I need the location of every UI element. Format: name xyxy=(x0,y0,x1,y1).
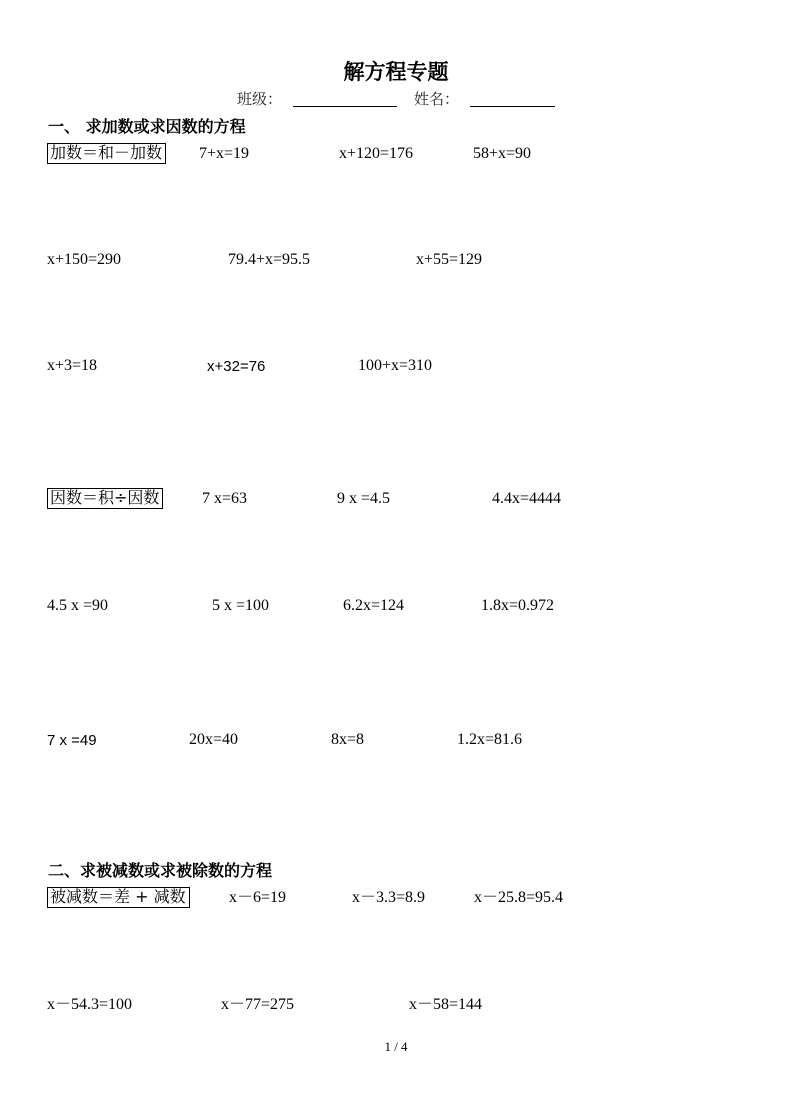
equation: x－6=19 xyxy=(229,889,287,906)
section-1-heading: 一、 求加数或求因数的方程 xyxy=(48,117,246,136)
equation: x+150=290 xyxy=(47,251,122,268)
equation: 6.2x=124 xyxy=(343,597,405,614)
equation: 7 x =49 xyxy=(47,732,97,749)
equation: 7+x=19 xyxy=(199,145,250,162)
equation: 79.4+x=95.5 xyxy=(228,251,311,268)
equation: 5 x =100 xyxy=(212,597,270,614)
equation: 20x=40 xyxy=(189,731,239,748)
class-blank[interactable] xyxy=(293,106,397,107)
equation: 7 x=63 xyxy=(202,490,248,507)
equation: 8x=8 xyxy=(331,731,365,748)
name-blank[interactable] xyxy=(470,106,555,107)
rule-factor-box: 因数＝积÷因数 xyxy=(47,488,163,509)
equation: x+3=18 xyxy=(47,357,98,374)
equation: x+55=129 xyxy=(416,251,483,268)
equation: x－77=275 xyxy=(221,996,295,1013)
equation: x－3.3=8.9 xyxy=(352,889,426,906)
equation: 4.4x=4444 xyxy=(492,490,562,507)
equation: x－25.8=95.4 xyxy=(474,889,564,906)
equation: 9 x =4.5 xyxy=(337,490,391,507)
section-2-heading: 二、求被减数或求被除数的方程 xyxy=(48,861,273,880)
equation: x－54.3=100 xyxy=(47,996,133,1013)
rule-minuend-box: 被减数＝差 + 减数 xyxy=(47,887,190,908)
equation: 1.8x=0.972 xyxy=(481,597,555,614)
equation: 58+x=90 xyxy=(473,145,532,162)
class-label: 班级： xyxy=(237,90,283,108)
equation: 100+x=310 xyxy=(358,357,433,374)
rule-addend-box: 加数＝和－加数 xyxy=(47,143,166,164)
equation: x－58=144 xyxy=(409,996,483,1013)
page-title: 解方程专题 xyxy=(343,60,449,84)
name-label: 姓名： xyxy=(414,90,460,108)
equation: x+120=176 xyxy=(339,145,414,162)
equation: x+32=76 xyxy=(207,358,266,375)
page-number: 1 / 4 xyxy=(384,1039,408,1054)
equation: 4.5 x =90 xyxy=(47,597,109,614)
equation: 1.2x=81.6 xyxy=(457,731,523,748)
